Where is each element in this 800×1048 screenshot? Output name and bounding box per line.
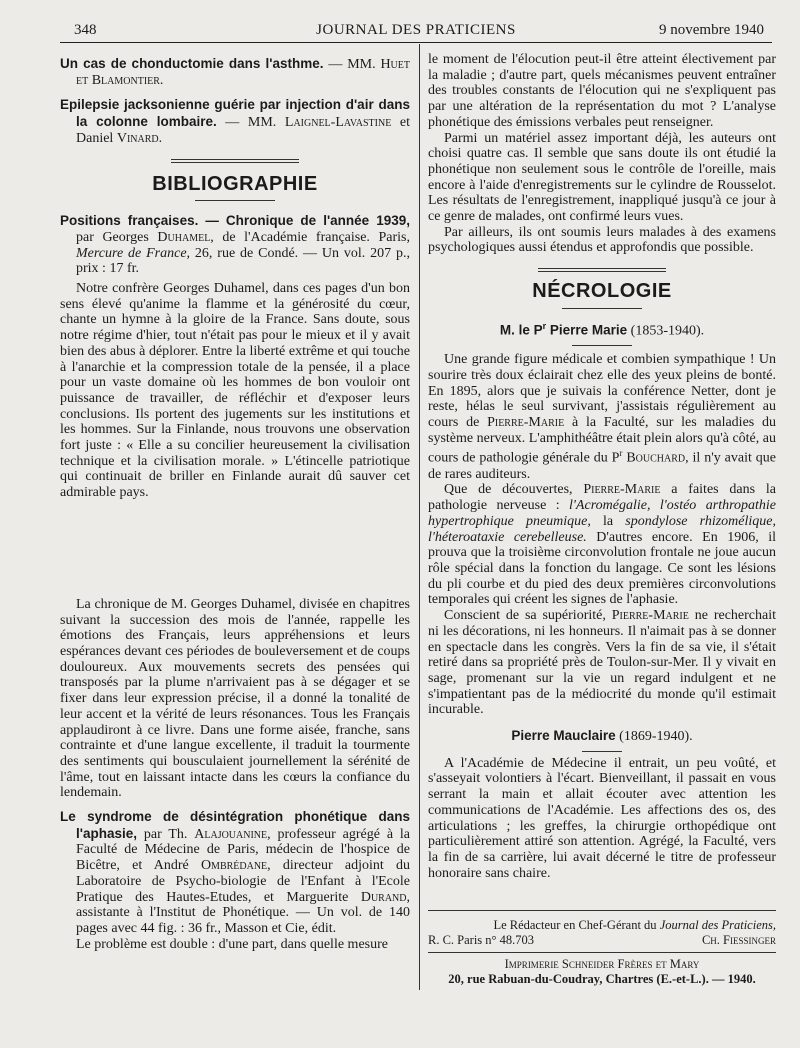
communication-asthme: Un cas de chonductomie dans l'asthme. — MM. Huet et Blamontier. xyxy=(60,56,410,88)
footer-rule xyxy=(428,910,776,911)
column-divider xyxy=(419,44,420,990)
heading-rule xyxy=(572,345,632,346)
bibliographie-heading: BIBLIOGRAPHIE xyxy=(152,172,318,195)
page-header xyxy=(60,20,772,43)
heading-rule xyxy=(582,751,622,752)
obituary-marie-heading: M. le $P^r$ Pierre Marie (1853-1940). xyxy=(499,320,705,339)
section-rule xyxy=(538,268,666,272)
review-paragraph: Parmi un matériel assez important déjà, les auteurs ont choisi quatre cas. Il semble que sans doute ils ont étudié la phonétique non seulement sous le contrôle de l'oreille, mais encore à l'aide d'enregistrements sur le cylindre de Rousselot. Les résultats de l'enregistrement, inappliqué jusqu'à ce jour à ce genre de malades, ont confirmé leurs vues. xyxy=(428,130,776,225)
communication-title: Epilepsie jacksonienne guérie par injection d'air dans la colonne lombaire. xyxy=(60,97,410,130)
obituary-mauclaire-heading: Pierre Mauclaire (1869-1940). xyxy=(511,728,693,745)
review-positions-francaises: Positions françaises. — Chronique de l'année 1939, par Georges Duhamel, de l'Académie française. Paris, Mercure de France, 26, rue de Condé. — Un vol. 207 p., prix : 17 fr. xyxy=(60,213,410,277)
heading-rule xyxy=(195,200,275,201)
footer-rule xyxy=(428,952,776,953)
communication-title: Un cas de chonductomie dans l'asthme. xyxy=(60,56,324,71)
journal-title: JOURNAL DES PRATICIENS xyxy=(316,22,516,38)
right-column xyxy=(428,52,776,881)
review-title: Le syndrome de désintégration phonétique dans l'aphasie, xyxy=(60,809,410,841)
review-continuation: le moment de l'élocution peut-il être atteint électivement par la maladie ; d'autre part, quels mécanismes peuvent entraîner des troubles constants de l'élocution qui ne s'expliquent pas par une altération de la représentation du mot ? L'analyse phonétique des émissions verbales peut renseigner. xyxy=(428,52,776,130)
review-paragraph: Par ailleurs, ils ont soumis leurs malades à des examens psychologiques aussi étendus et approfondis que possible. xyxy=(428,224,776,256)
left-column xyxy=(60,52,410,952)
issue-date: 9 novembre 1940 xyxy=(659,22,764,38)
obituary-paragraph: Que de découvertes, Pierre-Marie a faites dans la pathologie nerveuse : l'Acromégalie, l'ostéo arthropathie hypertrophique pneumique, la spondylose rhizomélique, l'héteroataxie cerebelleuse. D'autres encore. En 1906, il prouva que la troisième circonvolution frontale ne joue aucun rôle spécial dans la fonction du langage. Ce sont les lésions du pli courbe et du pied des deux premières circonvolutions temporales qui créent les signes de l'aphasie. xyxy=(428,482,777,608)
obituary-paragraph: A l'Académie de Médecine il entrait, un peu voûté, et s'asseyait volontiers à l'écart. Bienveillant, il passait en vous serrant la main et allait écouter avec attention les communications de l'Académie. Les affections des os, des articulations ; les greffes, la chirurgie orthopédique ont particulièrement attiré son attention. Agrégé, la Faculté, vers la fin de sa carrière, lui avait décerné le titre de professeur honoraire sans chaire. xyxy=(428,755,776,881)
review-syndrome-aphasie: Le syndrome de désintégration phonétique dans l'aphasie, par Th. Alajouanine, professeur agrégé à la Faculté de Médecine de Paris, médecin de l'hospice de Bicêtre, et André Ombrédane, directeur adjoint du Laboratoire de Psycho-biologie de l'Enfant à l'Ecole Pratique des Hautes-Etudes, et Marguerite Durand, assistante à l'Institut de Phonétique. — Un vol. de 140 pages avec 44 fig. : 36 fr., Masson et Cie, édit. xyxy=(60,809,410,936)
review-paragraph: Notre confrère Georges Duhamel, dans ces pages d'un bon sens élevé qu'anime la flamme et la générosité du cœur, chante un hymne à la gloire de la France. Sans doute, sous notre régime d'hier, tout n'était pas pour le mieux et il y avait bien des abus à déplorer. Entre la liberté extrême et qui touche à l'anarchie et la compression totale de la pensée, il a place pour un vaste domaine où les hommes de bon vouloir ont puissance de travailler, de réfléchir et d'exposer leurs conclusions. Ils portent des jugements sur les institutions et les hommes. Sur la Finlande, nous trouvons une observation fort juste : « Elle a su concilier heureusement la civilisation technique et la civilisation morale. » L'étincelle patriotique qui continuait de briller en Finlande aurait dû sauver cet admirable pays. xyxy=(60,281,410,501)
communication-authors: Huet et Blamontier. xyxy=(76,57,410,88)
blank-space xyxy=(60,501,410,597)
communication-epilepsie: Epilepsie jacksonienne guérie par injection d'air dans la colonne lombaire. — MM. Laignel-Lavastine et Daniel Vinard. xyxy=(60,97,411,146)
review-paragraph: La chronique de M. Georges Duhamel, divisée en chapitres suivant la succession des mois de l'année, rappelle les émotions des Français, leurs appréhensions et leurs espérances devant ces périodes de bouleversement et de coups douloureux. Aux mouvements secrets des pensées qui transposés par la plume n'arrivaient pas à se dégager et se fixer dans leur expression précise, il a donné la tonalité de leur accent et la vérité de leurs résonances. Tous les Français applaudiront à ce livre. Dans une forme aisée, franche, sans contrainte et d'une langue excellente, il traduit la tourmente des sentiments qui bousculaient journellement la sérénité de l'âme, tout en laissant intacte dans les cœurs la confiance du lendemain. xyxy=(60,596,410,801)
printer-credit: Imprimerie Schneider Frères et Mary 20, rue Rabuan-du-Coudray, Chartres (E.-et-L.). — 1940. xyxy=(448,957,756,986)
heading-rule xyxy=(562,308,642,309)
obituary-paragraph: Une grande figure médicale et combien sympathique ! Un sourire très doux éclairait chez elle des yeux pleins de bonté. En 1895, alors que je suivais la conférence Netter, dont je reste, hélas le seul survivant, j'assistais régulièrement au cours de Pierre-Marie à la Faculté, sur les maladies du système nerveux. L'amphithéâtre était plein alors qu'à côté, au cours de pathologie générale du $P^r$ Bouchard, il n'y avait que de rares auditeurs. xyxy=(428,352,776,482)
obituary-paragraph: Conscient de sa supériorité, Pierre-Marie ne recherchait ni les décorations, ni les honneurs. Il n'aimait pas à se donner en spectacle dans les congrès. Vers la fin de sa vie, il s'était retiré dans sa propriété près de Toulon-sur-Mer. Il y vivait en sage, promenant sur la vie un regard indulgent et ne s'impatientant pas de la médiocrité du monde qu'il estimait incurable. xyxy=(428,608,776,718)
review-title: Positions françaises. — Chronique de l'année 1939, xyxy=(60,213,410,229)
section-rule xyxy=(171,159,299,163)
page-number: 348 xyxy=(74,22,97,38)
review-paragraph: Le problème est double : d'une part, dans quelle mesure xyxy=(76,936,388,952)
editor-credit: Le Rédacteur en Chef-Gérant du Journal des Praticiens, R. C. Paris n° 48.703 Ch. Fiessinger xyxy=(428,918,776,947)
necrologie-heading: NÉCROLOGIE xyxy=(532,280,672,303)
